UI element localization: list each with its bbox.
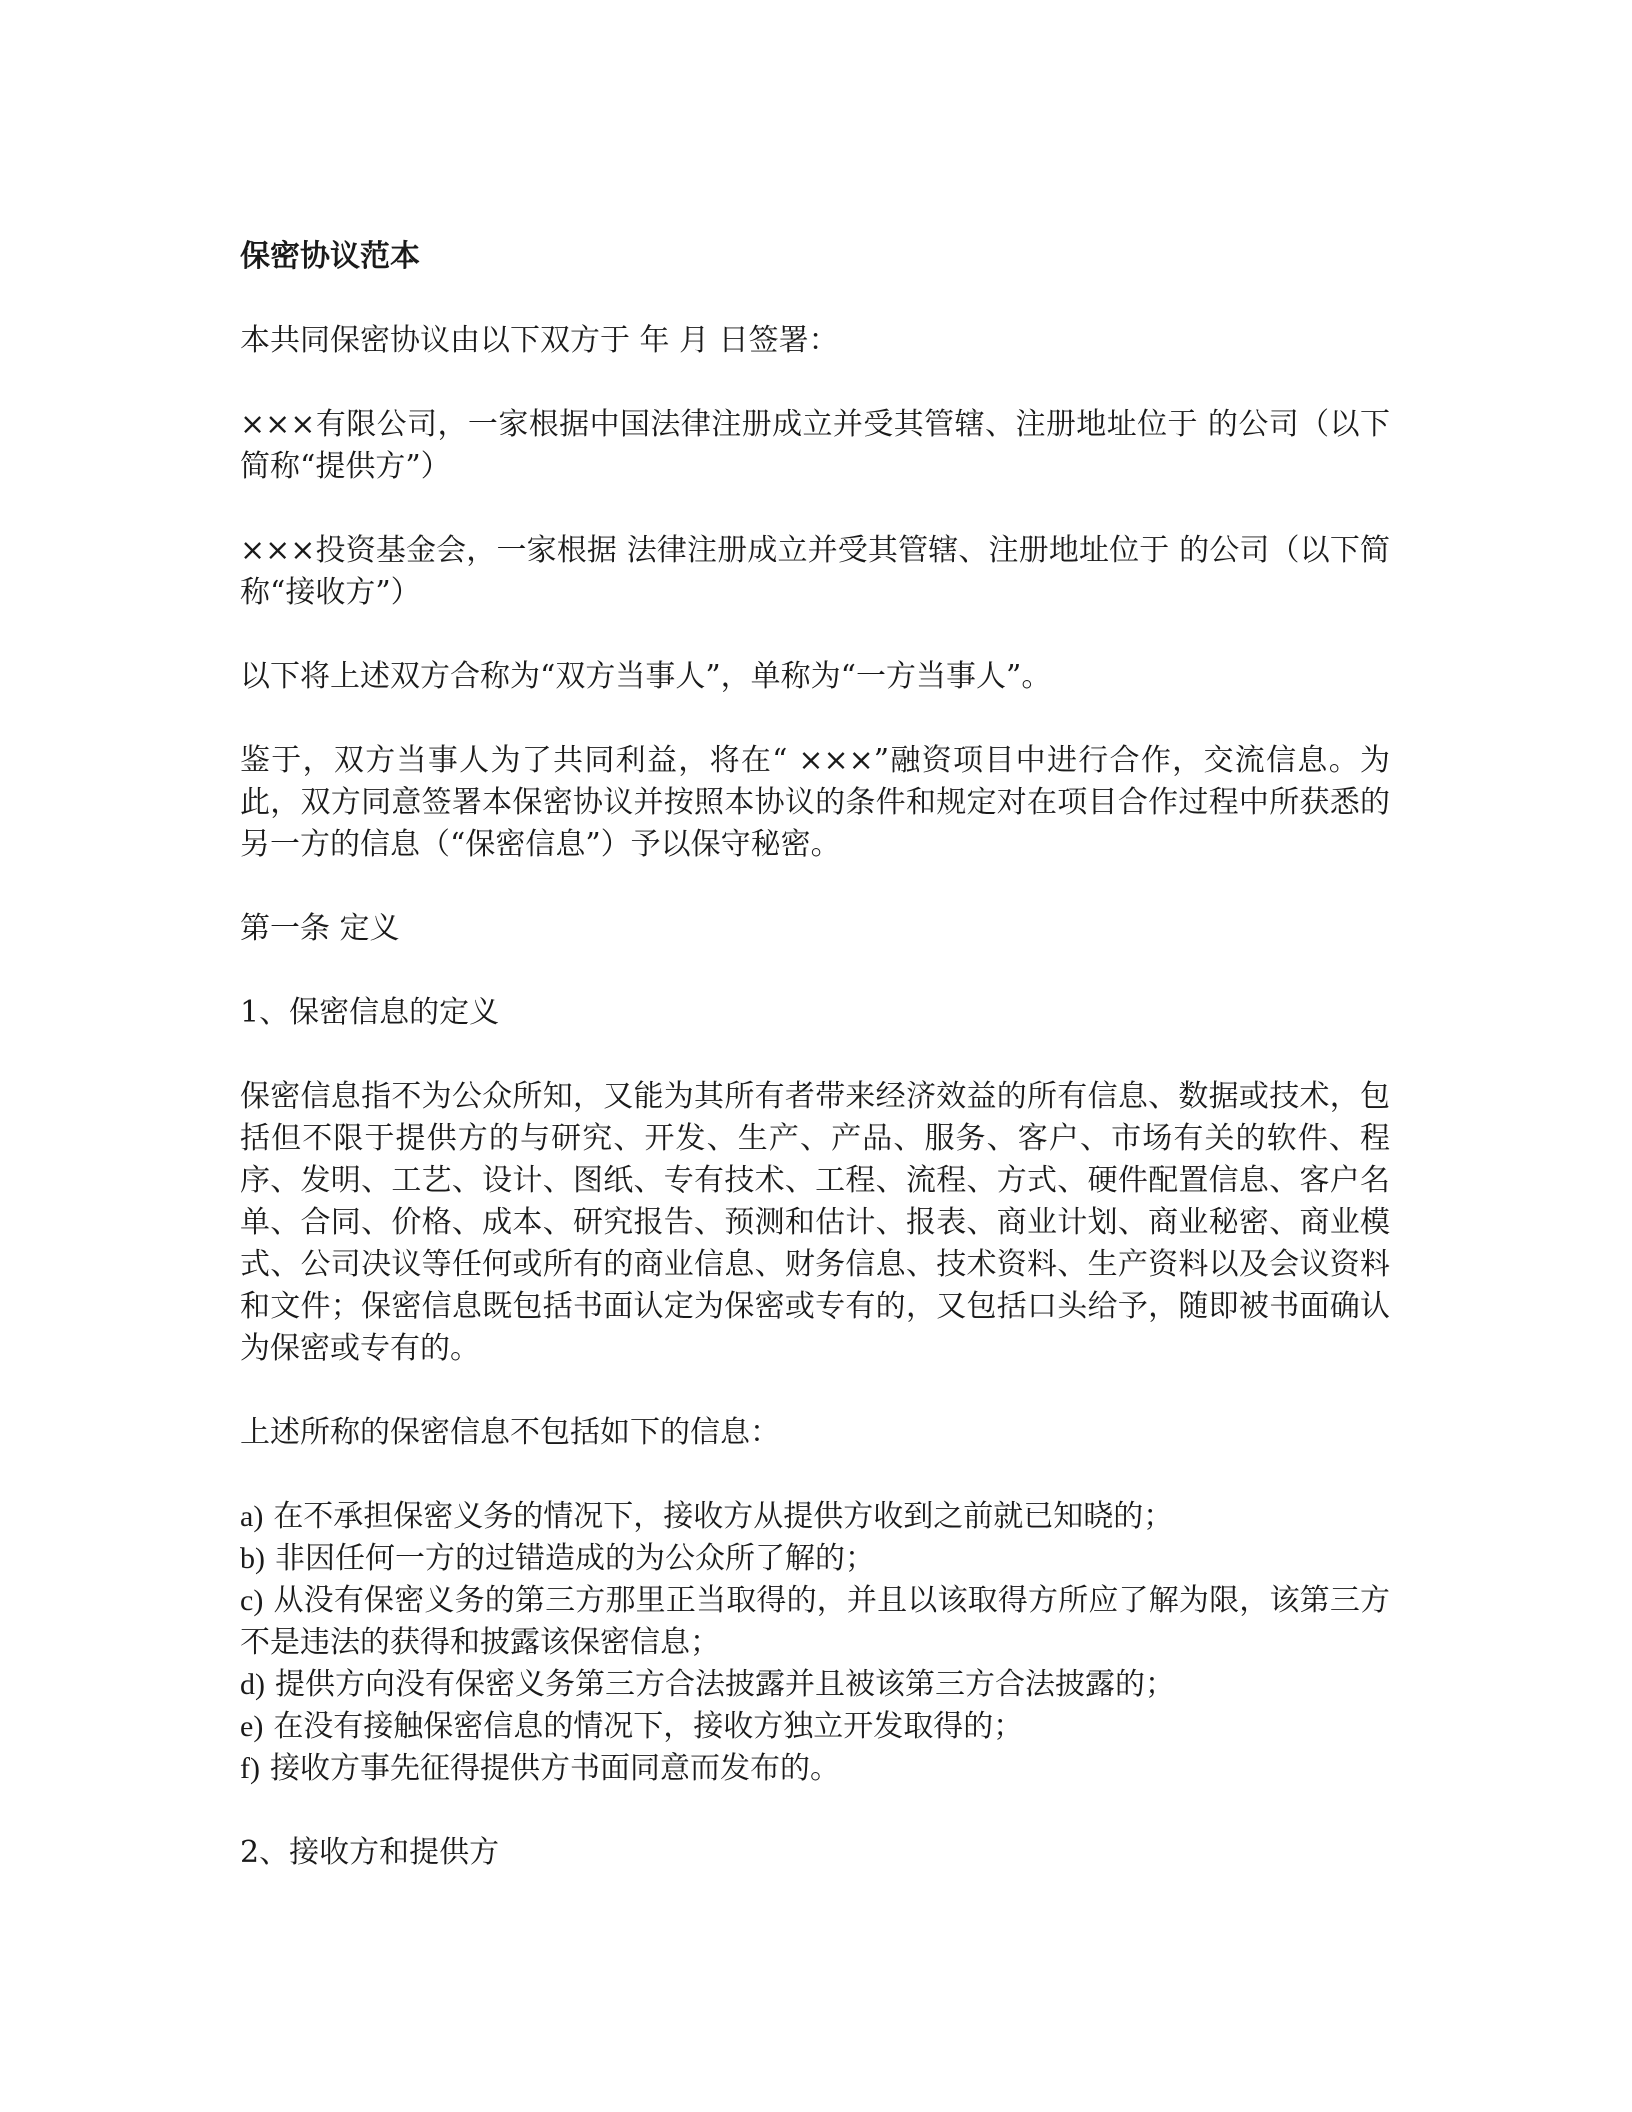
list-item-label: a) (240, 1500, 264, 1533)
collective-term: 以下将上述双方合称为“双方当事人”，单称为“一方当事人”。 (240, 659, 1052, 694)
section-2-heading: 2、接收方和提供方 (240, 1835, 500, 1870)
list-item (240, 1706, 1390, 1748)
list-item-text: 在不承担保密义务的情况下，接收方从提供方收到之前就已知晓的； (273, 1499, 1174, 1534)
recital: 鉴于，双方当事人为了共同利益，将在“ ×××”融资项目中进行合作，交流信息。为此，双方同意签署本保密协议并按照本协议的条件和规定对在项目合作过程中所获悉的另一方的信息（“保密信息”）予以保守秘密。 (240, 743, 1390, 862)
section-1-heading: 1、保密信息的定义 (240, 995, 500, 1030)
list-item-label: b) (240, 1542, 265, 1575)
definition-paragraph: 保密信息指不为公众所知，又能为其所有者带来经济效益的所有信息、数据或技术，包括但不限于提供方的与研究、开发、生产、产品、服务、客户、市场有关的软件、程序、发明、工艺、设计、图纸、专有技术、工程、流程、方式、硬件配置信息、客户名单、合同、价格、成本、研究报告、预测和估计、报表、商业计划、商业秘密、商业模式、公司决议等任何或所有的商业信息、财务信息、技术资料、生产资料以及会议资料和文件；保密信息既包括书面认定为保密或专有的，又包括口头给予，随即被书面确认为保密或专有的。 (240, 1079, 1390, 1366)
list-item-text: 在没有接触保密信息的情况下，接收方独立开发取得的； (273, 1709, 1024, 1744)
list-item-label: c) (240, 1584, 264, 1617)
document-page (240, 236, 1390, 1916)
list-item (240, 1664, 1390, 1706)
party-provider: ×××有限公司，一家根据中国法律注册成立并受其管辖、注册地址位于 的公司（以下简称“提供方”） (240, 407, 1390, 484)
list-item-text: 提供方向没有保密义务第三方合法披露并且被该第三方合法披露的； (275, 1667, 1175, 1702)
list-item-label: d) (240, 1668, 265, 1701)
list-item-label: e) (240, 1710, 264, 1743)
list-item (240, 1538, 1390, 1580)
article-1-heading: 第一条 定义 (240, 911, 400, 946)
list-item (240, 1580, 1390, 1664)
preamble: 本共同保密协议由以下双方于 年 月 日签署： (240, 323, 839, 358)
list-item-text: 非因任何一方的过错造成的为公众所了解的； (275, 1541, 875, 1576)
list-item-label: f) (240, 1752, 260, 1785)
exclusions-intro: 上述所称的保密信息不包括如下的信息： (240, 1415, 780, 1450)
list-item-text: 从没有保密义务的第三方那里正当取得的，并且以该取得方所应了解为限，该第三方不是违法的获得和披露该保密信息； (240, 1583, 1390, 1660)
exclusions-list (240, 1496, 1390, 1790)
list-item-text: 接收方事先征得提供方书面同意而发布的。 (269, 1751, 840, 1786)
party-receiver: ×××投资基金会，一家根据 法律注册成立并受其管辖、注册地址位于 的公司（以下简称“接收方”） (240, 533, 1390, 610)
list-item (240, 1496, 1390, 1538)
list-item (240, 1748, 1390, 1790)
document-title: 保密协议范本 (240, 239, 420, 274)
